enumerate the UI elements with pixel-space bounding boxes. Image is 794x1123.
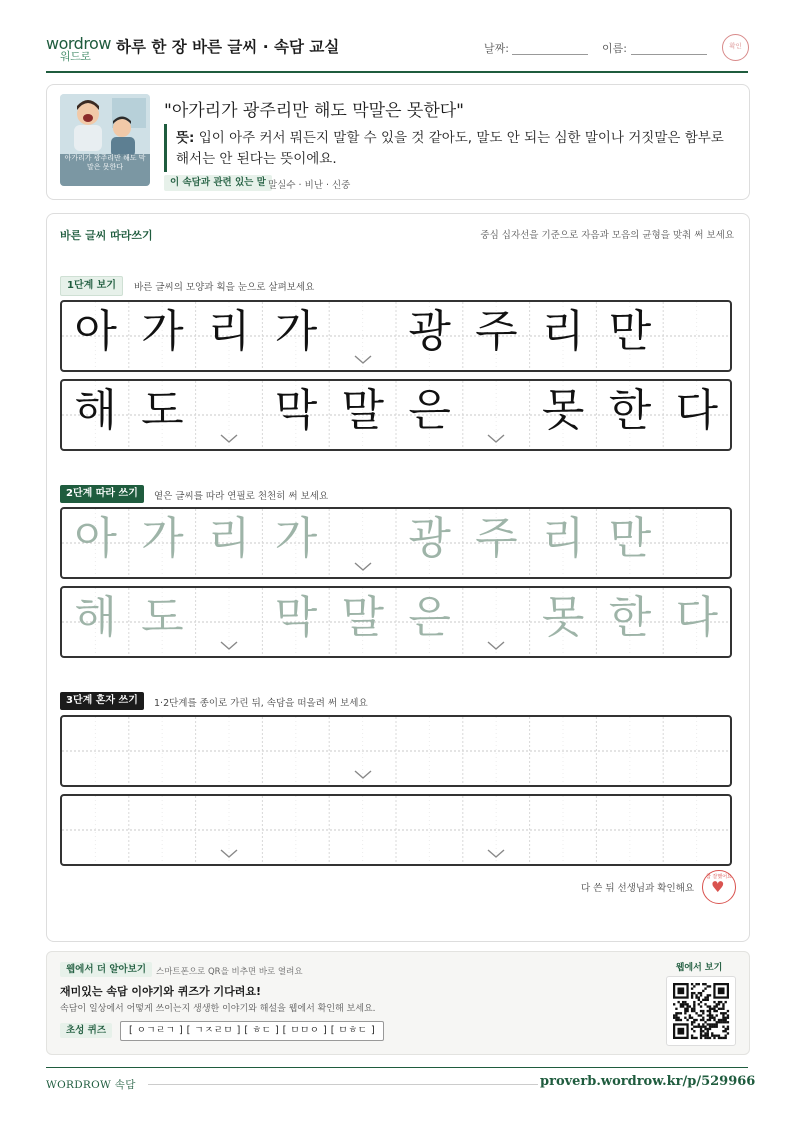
proverb-illustration <box>60 94 150 186</box>
meaning-text: 입이 아주 커서 뭐든지 말할 수 있을 것 같아도, 말도 안 되는 심한 말이나 거짓말은 함부로 해서는 안 된다는 뜻이에요. <box>176 130 724 167</box>
practice-glyph: 광 <box>408 306 451 357</box>
practice-glyph: 가 <box>141 513 184 564</box>
practice-glyph: 만 <box>608 513 652 564</box>
practice-glyph: 가 <box>274 513 318 564</box>
practice-title: 바른 글씨 따라쓰기 <box>60 229 153 242</box>
footer-brand: WORDROW 속담 <box>46 1079 136 1091</box>
meaning-block <box>176 128 736 170</box>
proverb-text: "아가리가 광주리만 해도 막말은 못한다" <box>164 101 465 121</box>
step1-note: 바른 글씨의 모양과 획을 눈으로 살펴보세요 <box>134 282 315 293</box>
practice-glyph: 은 <box>408 592 451 643</box>
chosung-quiz: [ ㅇㄱㄹㄱ ] [ ㄱㅈㄹㅁ ] [ ㅎㄷ ] [ ㅁㅁㅇ ] [ ㅁㅎㄷ ] <box>120 1021 384 1041</box>
practice-glyph: 리 <box>541 513 585 564</box>
spacing-chevron-icon <box>354 355 372 365</box>
qr-code-icon <box>667 977 735 1045</box>
practice-glyph: 한 <box>608 385 652 436</box>
header-divider <box>46 71 748 73</box>
practice-glyph: 못 <box>541 385 585 436</box>
step2-row1[interactable] <box>60 507 732 579</box>
qr-code[interactable] <box>666 976 736 1046</box>
practice-glyph: 은 <box>408 385 451 436</box>
qr-label: 웹에서 보기 <box>675 963 723 973</box>
practice-glyph: 말 <box>341 592 385 643</box>
step2-note: 옅은 글씨를 따라 연필로 천천히 써 보세요 <box>154 491 329 502</box>
web-chip: 웹에서 더 알아보기 <box>60 962 152 977</box>
practice-hint: 중심 십자선을 기준으로 자음과 모음의 균형을 맞춰 써 보세요 <box>480 230 734 241</box>
footer-divider <box>46 1067 748 1068</box>
practice-glyph: 도 <box>141 385 184 436</box>
step2-row2[interactable] <box>60 586 732 658</box>
meaning-accent-bar <box>164 124 167 172</box>
spacing-chevron-icon <box>220 434 238 444</box>
wordrow-logo <box>46 34 111 63</box>
practice-glyph: 해 <box>74 592 117 643</box>
footer-line <box>148 1084 538 1085</box>
practice-glyph: 해 <box>74 385 117 436</box>
step3-row1[interactable] <box>60 715 732 787</box>
meaning-label: 뜻: <box>176 130 195 146</box>
related-words: 말실수 · 비난 · 신중 <box>268 180 351 191</box>
practice-glyph: 도 <box>141 592 184 643</box>
quiz-chip: 초성 퀴즈 <box>60 1023 112 1038</box>
spacing-chevron-icon <box>220 641 238 651</box>
step1-row1 <box>60 300 732 372</box>
illustration-caption: 아가리가 광주리만 해도 막말은 못한다 <box>64 154 146 171</box>
confirm-stamp <box>722 34 749 61</box>
name-field[interactable] <box>631 54 707 55</box>
name-label: 이름: <box>602 42 627 55</box>
step1-row2 <box>60 379 732 451</box>
step3-row2[interactable] <box>60 794 732 866</box>
practice-glyph: 막 <box>274 385 318 436</box>
practice-glyph: 말 <box>341 385 385 436</box>
confirm-stamp-text: 확인 <box>729 42 742 50</box>
related-words-chip: 이 속담과 관련 있는 말 <box>164 175 272 191</box>
spacing-chevron-icon <box>487 641 505 651</box>
page-title: 하루 한 장 바른 글씨 · 속담 교실 <box>116 38 340 56</box>
practice-glyph: 주 <box>475 513 518 564</box>
spacing-chevron-icon <box>487 849 505 859</box>
step2-chip: 2단계 따라 쓰기 <box>60 485 144 503</box>
practice-glyph: 리 <box>541 306 585 357</box>
spacing-chevron-icon <box>354 770 372 780</box>
practice-glyph: 광 <box>408 513 451 564</box>
practice-glyph: 못 <box>541 592 585 643</box>
illustration-image <box>60 94 150 186</box>
web-chip-note: 스마트폰으로 QR을 비추면 바로 열려요 <box>156 967 303 977</box>
logo-main: wordrow <box>46 34 111 53</box>
practice-glyph: 가 <box>274 306 318 357</box>
web-heading: 재미있는 속담 이야기와 퀴즈가 기다려요! <box>60 985 261 998</box>
web-description: 속담이 일상에서 어떻게 쓰이는지 생생한 이야기와 해설을 웹에서 확인해 보세요. <box>60 1004 376 1014</box>
date-field[interactable] <box>512 54 588 55</box>
step3-note: 1·2단계를 종이로 가린 뒤, 속담을 떠올려 써 보세요 <box>154 698 368 709</box>
footer-url[interactable]: proverb.wordrow.kr/p/529966 <box>540 1074 756 1089</box>
heart-icon: ♥ <box>711 878 725 896</box>
spacing-chevron-icon <box>354 562 372 572</box>
practice-glyph: 리 <box>207 513 251 564</box>
writing-grid <box>62 717 730 785</box>
practice-glyph: 만 <box>608 306 652 357</box>
spacing-chevron-icon <box>487 434 505 444</box>
practice-glyph: 한 <box>608 592 652 643</box>
practice-glyph: 막 <box>274 592 318 643</box>
well-done-stamp-text: 참 잘했어요 <box>706 874 732 880</box>
logo-sub: 워드로 <box>60 50 91 63</box>
practice-glyph: 아 <box>74 513 117 564</box>
date-label: 날짜: <box>484 42 509 55</box>
practice-glyph: 주 <box>475 306 518 357</box>
practice-glyph: 다 <box>675 385 719 436</box>
teacher-check-note: 다 쓴 뒤 선생님과 확인해요 <box>580 883 694 894</box>
writing-grid <box>62 796 730 864</box>
step3-chip: 3단계 혼자 쓰기 <box>60 692 144 710</box>
practice-glyph: 리 <box>207 306 251 357</box>
practice-glyph: 다 <box>675 592 719 643</box>
practice-glyph: 아 <box>74 306 117 357</box>
spacing-chevron-icon <box>220 849 238 859</box>
step1-chip: 1단계 보기 <box>60 276 123 296</box>
practice-glyph: 가 <box>141 306 184 357</box>
well-done-stamp <box>702 870 736 904</box>
